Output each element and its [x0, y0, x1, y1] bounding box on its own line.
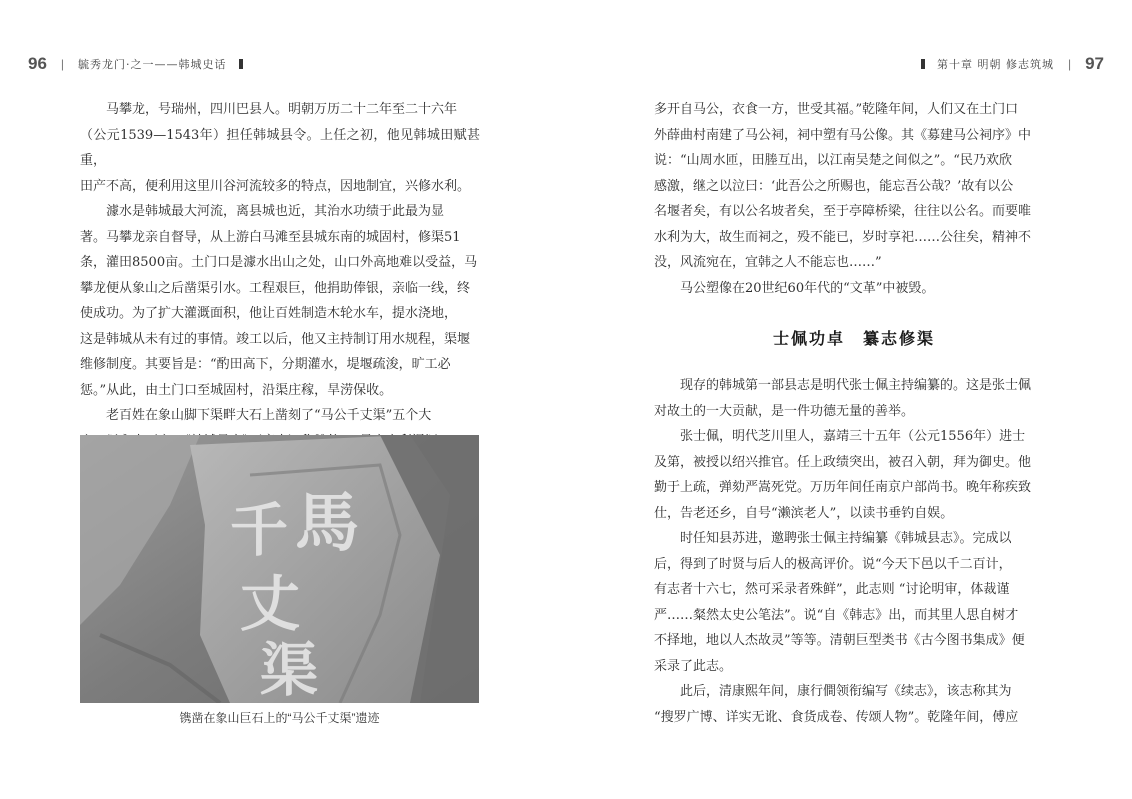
text-line: 感激，继之以泣曰：‘此吾公之所赐也，能忘吾公哉？’故有以公: [654, 178, 1014, 194]
text-line: 澽水是韩城最大河流，离县城也近，其治水功绩于此最为显: [106, 204, 445, 219]
text-line: 仕，告老还乡，自号“濑滨老人”，以读书垂钓自娱。: [654, 505, 954, 521]
text-line: 对故土的一大贡献，是一件功德无量的善举。: [654, 403, 915, 419]
text-line: 水利为大，故生而祠之，殁不能已，岁时享祀……公往矣，精神不: [654, 229, 1032, 245]
text-line: 严……粲然太史公笔法”。说“自《韩志》出，而其里人思自树才: [654, 607, 1019, 623]
right-page: [566, 0, 1132, 799]
text-line: 及第，被授以绍兴推官。任上政绩突出，被召入朝，拜为御史。他: [654, 454, 1032, 470]
text-line: 老百姓在象山脚下渠畔大石上凿刻了“马公千丈渠”五个大: [106, 408, 432, 423]
text-line: 张士佩，明代芝川里人，嘉靖三十五年（公元1556年）进士: [680, 429, 1026, 444]
text-line: 没，风流宛在，宜韩之人不能忘也……”: [654, 255, 882, 270]
text-line: 不择地，地以人杰故灵”等等。清朝巨型类书《古今图书集成》便: [654, 633, 1025, 648]
left-page-number: 96: [28, 54, 47, 73]
header-separator: |: [60, 57, 65, 71]
text-line: “搜罗广博、详实无讹、食货成卷、传颂人物”。乾隆年间，傅应: [654, 709, 1019, 725]
text-line: 后，得到了时贤与后人的极高评价。说“今天下邑以千二百计，: [654, 556, 1012, 572]
left-running-head: 毓秀龙门·之一——韩城史话: [78, 58, 227, 71]
text-line: 名堰者矣，有以公名坡者矣，至于亭障桥梁，往往以公名。而要唯: [654, 204, 1032, 219]
text-line: 马攀龙，号瑞州，四川巴县人。明朝万历二十二年至二十六年: [106, 102, 458, 117]
text-line: 维修制度。其要旨是：“酌田高下，分期灌水，堤堰疏浚，旷工必: [80, 357, 451, 372]
text-line: 马公塑像在20世纪60年代的“文革”中被毁。: [680, 280, 935, 296]
section-title: 士佩功卓 纂志修渠: [772, 329, 935, 348]
right-page-number: 97: [1085, 54, 1104, 73]
header-bar-mark: [921, 59, 925, 69]
text-line: 有志者十六七，然可采录者殊鲜”，此志则 “讨论明审，体裁谨: [654, 582, 1010, 597]
text-line: 条，灌田8500亩。土门口是澽水出山之处，山口外高地难以受益，马: [80, 255, 478, 270]
text-line: 惩。”从此，由土门口至城固村，沿渠庄稼，旱涝保收。: [80, 382, 393, 398]
text-line: 采录了此志。: [654, 658, 733, 674]
right-header: [909, 52, 1104, 76]
text-line: 著。马攀龙亲自督导，从上游白马滩至县城东南的城固村，修渠51: [80, 229, 461, 245]
carved-character: 馬: [295, 486, 359, 561]
text-line: 多开自马公，衣食一方，世受其福。”乾隆年间，人们又在土门口: [654, 102, 1019, 117]
left-header: [28, 52, 255, 76]
photo-caption: 镌凿在象山巨石上的“马公千丈渠”遗迹: [179, 711, 380, 725]
carved-character: 千: [230, 496, 289, 564]
text-line: 说：“山周水匝，田塍互出，以江南吴楚之间似之”。“民乃欢欣: [654, 153, 1012, 168]
text-line: 田产不高，便利用这里川谷河流较多的特点，因地制宜，兴修水利。: [80, 178, 471, 194]
text-line: 勤于上疏，弹劾严嵩死党。万历年间任南京户部尚书。晚年称疾致: [654, 480, 1032, 495]
header-bar-mark: [239, 59, 243, 69]
carved-stone-photo: [80, 435, 479, 703]
carved-character: 丈: [240, 570, 300, 640]
text-line: 此后，清康熙年间，康行僴领衔编写《续志》，该志称其为: [680, 684, 1012, 699]
text-line: 现存的韩城第一部县志是明代张士佩主持编纂的。这是张士佩: [680, 378, 1032, 393]
carved-character: 渠: [260, 636, 319, 703]
left-body-text: [80, 97, 480, 454]
text-line: （公元1539—1543年）担任韩城县令。上任之初，他见韩城田赋甚重，: [80, 127, 480, 168]
right-body-text-bottom: [654, 373, 1054, 730]
header-separator: |: [1067, 57, 1072, 71]
text-line: 攀龙便从象山之后凿渠引水。工程艰巨，他捐助俸银，亲临一线，终: [80, 280, 471, 296]
right-body-text-top: [654, 97, 1054, 301]
text-line: 外薛曲村南建了马公祠，祠中塑有马公像。其《募建马公祠序》中: [654, 127, 1032, 143]
right-running-head: 第十章 明朝 修志筑城: [936, 58, 1054, 71]
text-line: 这是韩城从未有过的事情。竣工以后，他又主持制订用水规程，渠堰: [80, 331, 471, 347]
text-line: 时任知县苏进，邀聘张士佩主持编纂《韩城县志》。完成以: [680, 531, 1012, 546]
carved-stone-photo-image: [80, 435, 479, 703]
text-line: 使成功。为了扩大灌溉面积，他让百姓制造木轮水车，提水浇地，: [80, 306, 458, 321]
